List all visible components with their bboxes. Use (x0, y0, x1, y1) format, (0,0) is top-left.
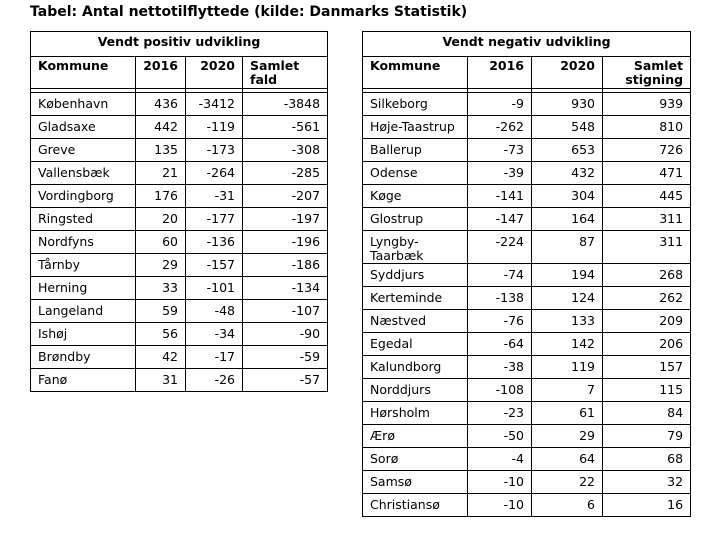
cell-samlet: 311 (603, 231, 691, 264)
table-row (363, 310, 691, 333)
cell-samlet: 68 (603, 448, 691, 471)
cell-kommune: Glostrup (363, 208, 468, 231)
cell-2016: -141 (468, 185, 532, 208)
table-row (31, 162, 328, 185)
cell-2016: 20 (136, 208, 186, 231)
table-row (31, 208, 328, 231)
cell-kommune: Ringsted (31, 208, 136, 231)
cell-kommune: Høje-Taastrup (363, 116, 468, 139)
column-header-kommune: Kommune (31, 57, 136, 89)
cell-kommune: København (31, 93, 136, 116)
cell-2020: 64 (532, 448, 603, 471)
cell-2020: -31 (186, 185, 243, 208)
cell-kommune: Køge (363, 185, 468, 208)
table-row (31, 369, 328, 392)
cell-samlet: -90 (243, 323, 328, 346)
cell-2020: -34 (186, 323, 243, 346)
cell-2020: 124 (532, 287, 603, 310)
table-row (363, 287, 691, 310)
cell-kommune: Samsø (363, 471, 468, 494)
cell-2016: -224 (468, 231, 532, 264)
cell-2020: -101 (186, 277, 243, 300)
cell-2016: -64 (468, 333, 532, 356)
cell-kommune: Sorø (363, 448, 468, 471)
cell-2020: -264 (186, 162, 243, 185)
cell-2016: 29 (136, 254, 186, 277)
table-row (31, 185, 328, 208)
column-header-2020: 2020 (532, 57, 603, 89)
cell-kommune: Nordfyns (31, 231, 136, 254)
cell-samlet: -59 (243, 346, 328, 369)
cell-2016: -108 (468, 379, 532, 402)
cell-2016: 436 (136, 93, 186, 116)
column-header-samlet: Samlet stigning (603, 57, 691, 89)
cell-2020: -177 (186, 208, 243, 231)
cell-kommune: Fanø (31, 369, 136, 392)
cell-2016: -38 (468, 356, 532, 379)
cell-kommune: Kerteminde (363, 287, 468, 310)
cell-samlet: 810 (603, 116, 691, 139)
cell-kommune: Lyngby-Taarbæk (363, 231, 468, 264)
cell-2016: 33 (136, 277, 186, 300)
table-row (363, 425, 691, 448)
cell-kommune: Odense (363, 162, 468, 185)
cell-2020: 61 (532, 402, 603, 425)
cell-2016: 135 (136, 139, 186, 162)
cell-kommune: Herning (31, 277, 136, 300)
cell-kommune: Greve (31, 139, 136, 162)
table-row (31, 116, 328, 139)
cell-kommune: Ærø (363, 425, 468, 448)
page-title: Tabel: Antal nettotilflyttede (kilde: Danmarks Statistik) (30, 4, 468, 20)
cell-2020: -17 (186, 346, 243, 369)
table-row (31, 346, 328, 369)
cell-2020: 164 (532, 208, 603, 231)
cell-2020: -48 (186, 300, 243, 323)
cell-2016: 56 (136, 323, 186, 346)
cell-samlet: 262 (603, 287, 691, 310)
cell-samlet: -3848 (243, 93, 328, 116)
cell-samlet: -196 (243, 231, 328, 254)
cell-2020: 29 (532, 425, 603, 448)
cell-kommune: Næstved (363, 310, 468, 333)
cell-kommune: Egedal (363, 333, 468, 356)
cell-2016: -76 (468, 310, 532, 333)
table-row (363, 402, 691, 425)
cell-2020: -157 (186, 254, 243, 277)
table-row (31, 300, 328, 323)
table-row (363, 471, 691, 494)
cell-2016: 59 (136, 300, 186, 323)
table-row (363, 116, 691, 139)
cell-2016: -147 (468, 208, 532, 231)
table-row (31, 277, 328, 300)
cell-2020: -26 (186, 369, 243, 392)
cell-2020: 133 (532, 310, 603, 333)
cell-2020: 142 (532, 333, 603, 356)
cell-2016: -4 (468, 448, 532, 471)
cell-2016: -23 (468, 402, 532, 425)
table-row (363, 448, 691, 471)
column-header-2016: 2016 (136, 57, 186, 89)
cell-2016: -9 (468, 93, 532, 116)
cell-2016: 60 (136, 231, 186, 254)
negative-development-table (362, 31, 691, 517)
cell-samlet: -186 (243, 254, 328, 277)
positive-development-table (30, 31, 328, 392)
table-row (363, 185, 691, 208)
cell-samlet: 939 (603, 93, 691, 116)
cell-samlet: -107 (243, 300, 328, 323)
cell-2020: 119 (532, 356, 603, 379)
table-row (363, 231, 691, 264)
cell-samlet: 209 (603, 310, 691, 333)
table-row (363, 162, 691, 185)
cell-samlet: -561 (243, 116, 328, 139)
cell-2016: 442 (136, 116, 186, 139)
cell-2020: 304 (532, 185, 603, 208)
cell-2016: -10 (468, 494, 532, 517)
cell-samlet: 471 (603, 162, 691, 185)
cell-2020: -3412 (186, 93, 243, 116)
table-row (363, 264, 691, 287)
column-header-2020: 2020 (186, 57, 243, 89)
table-row (363, 494, 691, 517)
cell-kommune: Kalundborg (363, 356, 468, 379)
table-row (31, 231, 328, 254)
table-row (363, 139, 691, 162)
column-header-samlet: Samlet fald (243, 57, 328, 89)
cell-kommune: Hørsholm (363, 402, 468, 425)
cell-2020: 930 (532, 93, 603, 116)
cell-2020: 653 (532, 139, 603, 162)
table-row (363, 379, 691, 402)
cell-samlet: 445 (603, 185, 691, 208)
cell-samlet: -207 (243, 185, 328, 208)
table-row (363, 208, 691, 231)
cell-samlet: 726 (603, 139, 691, 162)
table-row (31, 323, 328, 346)
table-row (363, 333, 691, 356)
column-header-kommune: Kommune (363, 57, 468, 89)
table-row (31, 254, 328, 277)
cell-2020: 548 (532, 116, 603, 139)
cell-2016: -262 (468, 116, 532, 139)
cell-kommune: Langeland (31, 300, 136, 323)
cell-kommune: Vallensbæk (31, 162, 136, 185)
cell-2020: 7 (532, 379, 603, 402)
cell-samlet: 157 (603, 356, 691, 379)
cell-samlet: 268 (603, 264, 691, 287)
cell-samlet: 79 (603, 425, 691, 448)
cell-2020: -119 (186, 116, 243, 139)
cell-kommune: Vordingborg (31, 185, 136, 208)
cell-samlet: -197 (243, 208, 328, 231)
table-caption: Vendt positiv udvikling (31, 32, 328, 57)
cell-samlet: 115 (603, 379, 691, 402)
cell-2016: -50 (468, 425, 532, 448)
cell-samlet: 16 (603, 494, 691, 517)
cell-samlet: -134 (243, 277, 328, 300)
table-row (31, 93, 328, 116)
cell-kommune: Norddjurs (363, 379, 468, 402)
cell-kommune: Christiansø (363, 494, 468, 517)
cell-2020: 6 (532, 494, 603, 517)
cell-samlet: 32 (603, 471, 691, 494)
cell-2016: -10 (468, 471, 532, 494)
cell-2020: 87 (532, 231, 603, 264)
cell-2020: 22 (532, 471, 603, 494)
cell-2016: -74 (468, 264, 532, 287)
cell-2016: 21 (136, 162, 186, 185)
cell-samlet: -285 (243, 162, 328, 185)
cell-2016: -39 (468, 162, 532, 185)
cell-kommune: Ballerup (363, 139, 468, 162)
cell-2016: 176 (136, 185, 186, 208)
table-row (363, 93, 691, 116)
cell-kommune: Syddjurs (363, 264, 468, 287)
cell-kommune: Tårnby (31, 254, 136, 277)
table-caption: Vendt negativ udvikling (363, 32, 691, 57)
cell-2020: 432 (532, 162, 603, 185)
table-row (363, 356, 691, 379)
table-row (31, 139, 328, 162)
cell-2016: 31 (136, 369, 186, 392)
cell-samlet: 311 (603, 208, 691, 231)
cell-2016: -138 (468, 287, 532, 310)
cell-kommune: Gladsaxe (31, 116, 136, 139)
cell-samlet: 84 (603, 402, 691, 425)
cell-2016: -73 (468, 139, 532, 162)
cell-kommune: Silkeborg (363, 93, 468, 116)
cell-samlet: 206 (603, 333, 691, 356)
column-header-2016: 2016 (468, 57, 532, 89)
cell-2020: 194 (532, 264, 603, 287)
cell-kommune: Brøndby (31, 346, 136, 369)
cell-2016: 42 (136, 346, 186, 369)
cell-samlet: -57 (243, 369, 328, 392)
cell-2020: -173 (186, 139, 243, 162)
cell-samlet: -308 (243, 139, 328, 162)
cell-2020: -136 (186, 231, 243, 254)
cell-kommune: Ishøj (31, 323, 136, 346)
